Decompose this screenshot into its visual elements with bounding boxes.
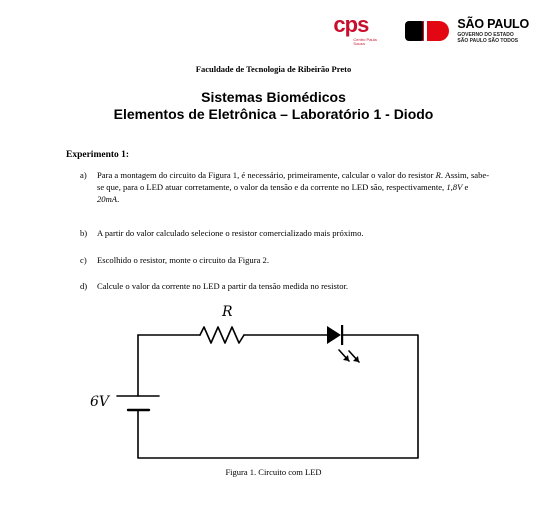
item-text: Escolhido o resistor, monte o circuito da Figura 2. bbox=[97, 255, 269, 265]
resistor-variable: R bbox=[435, 170, 441, 180]
experiment-heading: Experimento 1: bbox=[66, 150, 130, 160]
item-text: Calcule o valor da corrente no LED a partir da tensão medida no resistor. bbox=[97, 281, 349, 291]
sp-logo-title: SÃO PAULO bbox=[457, 17, 529, 32]
sp-logo-tagline: SÃO PAULO SÃO TODOS bbox=[457, 37, 519, 44]
institution-name: Faculdade de Tecnologia de Ribeirão Preto bbox=[195, 64, 352, 74]
voltage-value: 1,8V bbox=[446, 182, 463, 192]
figure-caption: Figura 1. Circuito com LED bbox=[225, 467, 322, 477]
resistor-label: R bbox=[222, 304, 233, 320]
led-cathode-bar bbox=[341, 325, 343, 345]
item-text: A partir do valor calculado selecione o resistor comercializado mais próximo. bbox=[97, 228, 364, 238]
sp-logo-subtitle: GOVERNO DO ESTADO bbox=[457, 31, 514, 38]
item-text-end: . bbox=[117, 194, 120, 204]
item-label: b) bbox=[80, 228, 88, 238]
cps-logo-text: cps bbox=[333, 12, 369, 37]
lab-title: Elementos de Eletrônica – Laboratório 1 - Diodo bbox=[113, 106, 434, 122]
course-title: Sistemas Biomédicos bbox=[201, 89, 346, 105]
item-label: c) bbox=[80, 255, 87, 265]
source-voltage-label: 6V bbox=[90, 394, 110, 410]
resistor-symbol bbox=[200, 327, 244, 343]
cps-logo-subtext: Centro Paula Souza bbox=[353, 37, 377, 46]
item-label: d) bbox=[80, 281, 88, 291]
item-text-and: e bbox=[462, 182, 469, 192]
wire-top-right bbox=[138, 335, 418, 458]
item-text-part2: . Assim, sabe-se que, para o LED atuar corretamente, o valor da tensão e da corrente no LED são, respectivamente, bbox=[97, 170, 490, 192]
item-label: a) bbox=[80, 170, 87, 180]
current-value: 20mA bbox=[97, 194, 118, 204]
item-text-part1: Para a montagem do circuito da Figura 1, é necessário, primeiramente, calcular o valor do resistor bbox=[97, 170, 436, 180]
led-diode-icon bbox=[327, 326, 341, 344]
